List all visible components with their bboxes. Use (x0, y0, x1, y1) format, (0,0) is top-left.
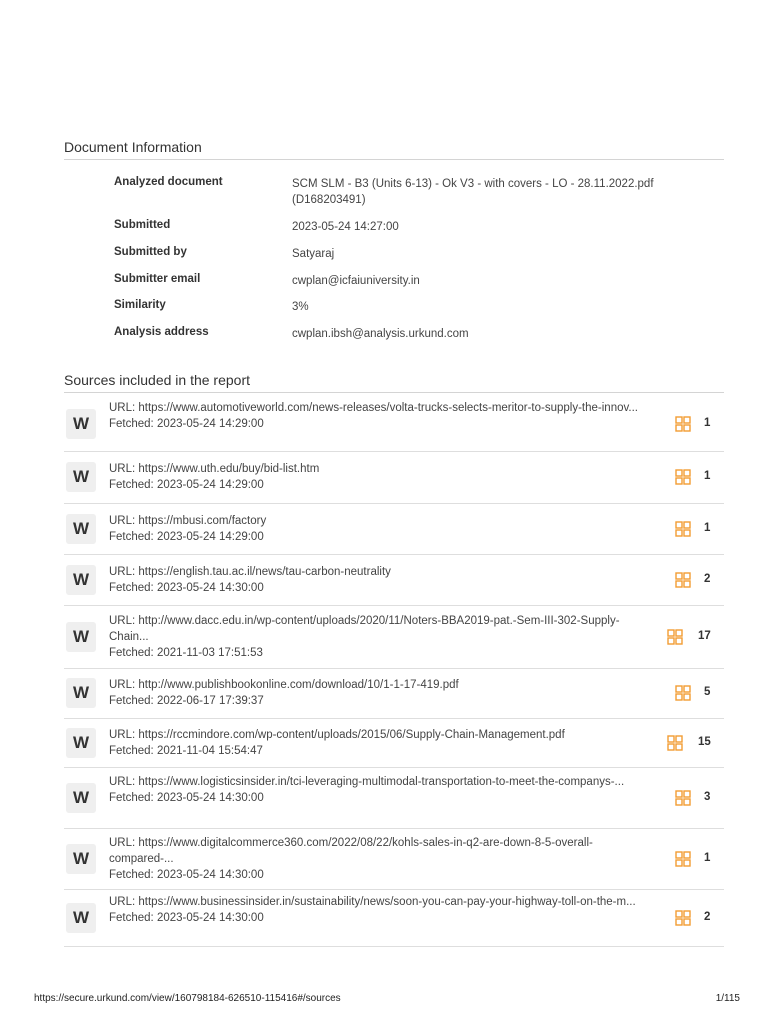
info-value: 2023-05-24 14:27:00 (292, 221, 399, 233)
match-count: 1 (704, 522, 711, 534)
match-count: 3 (704, 791, 711, 803)
grid-icon[interactable] (667, 629, 683, 645)
info-label: Analyzed document (114, 176, 223, 188)
match-count: 2 (704, 573, 711, 585)
web-source-badge: W (66, 903, 96, 933)
source-details (109, 774, 654, 806)
source-details (109, 613, 654, 661)
info-value: Satyaraj (292, 248, 335, 260)
source-fetched-date: Fetched: 2023-05-24 14:29:00 (109, 479, 264, 491)
source-fetched-date: Fetched: 2023-05-24 14:30:00 (109, 912, 264, 924)
source-fetched-date: Fetched: 2023-05-24 14:30:00 (109, 792, 264, 804)
source-details (109, 894, 654, 926)
grid-icon[interactable] (675, 851, 691, 867)
grid-icon[interactable] (675, 685, 691, 701)
source-url[interactable]: URL: https://www.digitalcommerce360.com/2022/08/22/kohls-sales-in-q2-are-down-8-5-overall-compared-... (109, 837, 593, 865)
source-details (109, 727, 654, 759)
web-source-badge: W (66, 783, 96, 813)
source-url[interactable]: URL: https://www.businessinsider.in/sustainability/news/soon-you-can-pay-your-highway-toll-on-the-m... (109, 896, 636, 908)
source-url[interactable]: URL: https://www.logisticsinsider.in/tci-leveraging-multimodal-transportation-to-meet-the-companys-... (109, 776, 625, 788)
web-source-badge: W (66, 844, 96, 874)
source-url[interactable]: URL: http://www.publishbookonline.com/download/10/1-1-17-419.pdf (109, 679, 459, 691)
document-information-title: Document Information (64, 139, 724, 160)
source-url[interactable]: URL: https://www.uth.edu/buy/bid-list.htm (109, 463, 320, 475)
web-source-badge: W (66, 514, 96, 544)
web-source-badge: W (66, 622, 96, 652)
source-item[interactable] (64, 889, 724, 947)
source-url[interactable]: URL: http://www.dacc.edu.in/wp-content/uploads/2020/11/Noters-BBA2019-pat.-Sem-III-302-Supply-Chain... (109, 615, 620, 643)
source-fetched-date: Fetched: 2023-05-24 14:30:00 (109, 869, 264, 881)
source-url[interactable]: URL: https://english.tau.ac.il/news/tau-carbon-neutrality (109, 566, 391, 578)
info-value: cwplan.ibsh@analysis.urkund.com (292, 328, 469, 340)
match-count: 15 (698, 736, 711, 748)
source-details (109, 513, 654, 545)
grid-icon[interactable] (675, 469, 691, 485)
source-fetched-date: Fetched: 2021-11-03 17:51:53 (109, 647, 263, 659)
source-details (109, 564, 654, 596)
source-details (109, 400, 654, 432)
grid-icon[interactable] (675, 416, 691, 432)
grid-icon[interactable] (675, 910, 691, 926)
info-value: SCM SLM - B3 (Units 6-13) - Ok V3 - with covers - LO - 28.11.2022.pdf (D168203491) (292, 178, 654, 206)
source-item[interactable] (64, 397, 724, 452)
source-details (109, 461, 654, 493)
sources-title: Sources included in the report (64, 372, 724, 393)
match-count: 1 (704, 852, 711, 864)
info-label: Submitted (114, 219, 171, 231)
info-value: cwplan@icfaiuniversity.in (292, 275, 420, 287)
footer-url[interactable]: https://secure.urkund.com/view/160798184-626510-115416#/sources (34, 993, 341, 1004)
source-item[interactable] (64, 828, 724, 890)
source-url[interactable]: URL: https://www.automotiveworld.com/news-releases/volta-trucks-selects-meritor-to-supply-the-innov... (109, 402, 638, 414)
source-item[interactable] (64, 605, 724, 669)
page-number: 1/115 (715, 993, 740, 1004)
grid-icon[interactable] (675, 790, 691, 806)
info-value: 3% (292, 301, 309, 313)
web-source-badge: W (66, 565, 96, 595)
source-item[interactable] (64, 767, 724, 829)
web-source-badge: W (66, 409, 96, 439)
source-fetched-date: Fetched: 2023-05-24 14:30:00 (109, 582, 264, 594)
match-count: 17 (698, 630, 711, 642)
source-url[interactable]: URL: https://rccmindore.com/wp-content/uploads/2015/06/Supply-Chain-Management.pdf (109, 729, 565, 741)
grid-icon[interactable] (675, 521, 691, 537)
web-source-badge: W (66, 462, 96, 492)
source-item[interactable] (64, 451, 724, 504)
source-fetched-date: Fetched: 2023-05-24 14:29:00 (109, 531, 264, 543)
info-label: Analysis address (114, 326, 209, 338)
match-count: 2 (704, 911, 711, 923)
source-url[interactable]: URL: https://mbusi.com/factory (109, 515, 267, 527)
source-details (109, 677, 654, 709)
source-fetched-date: Fetched: 2021-11-04 15:54:47 (109, 745, 263, 757)
info-label: Similarity (114, 299, 166, 311)
match-count: 1 (704, 417, 711, 429)
source-item[interactable] (64, 503, 724, 555)
grid-icon[interactable] (675, 572, 691, 588)
source-item[interactable] (64, 554, 724, 606)
info-label: Submitter email (114, 273, 201, 285)
web-source-badge: W (66, 678, 96, 708)
source-item[interactable] (64, 718, 724, 768)
web-source-badge: W (66, 728, 96, 758)
info-label: Submitted by (114, 246, 187, 258)
match-count: 5 (704, 686, 711, 698)
source-item[interactable] (64, 668, 724, 719)
grid-icon[interactable] (667, 735, 683, 751)
source-fetched-date: Fetched: 2022-06-17 17:39:37 (109, 695, 264, 707)
match-count: 1 (704, 470, 711, 482)
source-fetched-date: Fetched: 2023-05-24 14:29:00 (109, 418, 264, 430)
source-details (109, 835, 654, 883)
